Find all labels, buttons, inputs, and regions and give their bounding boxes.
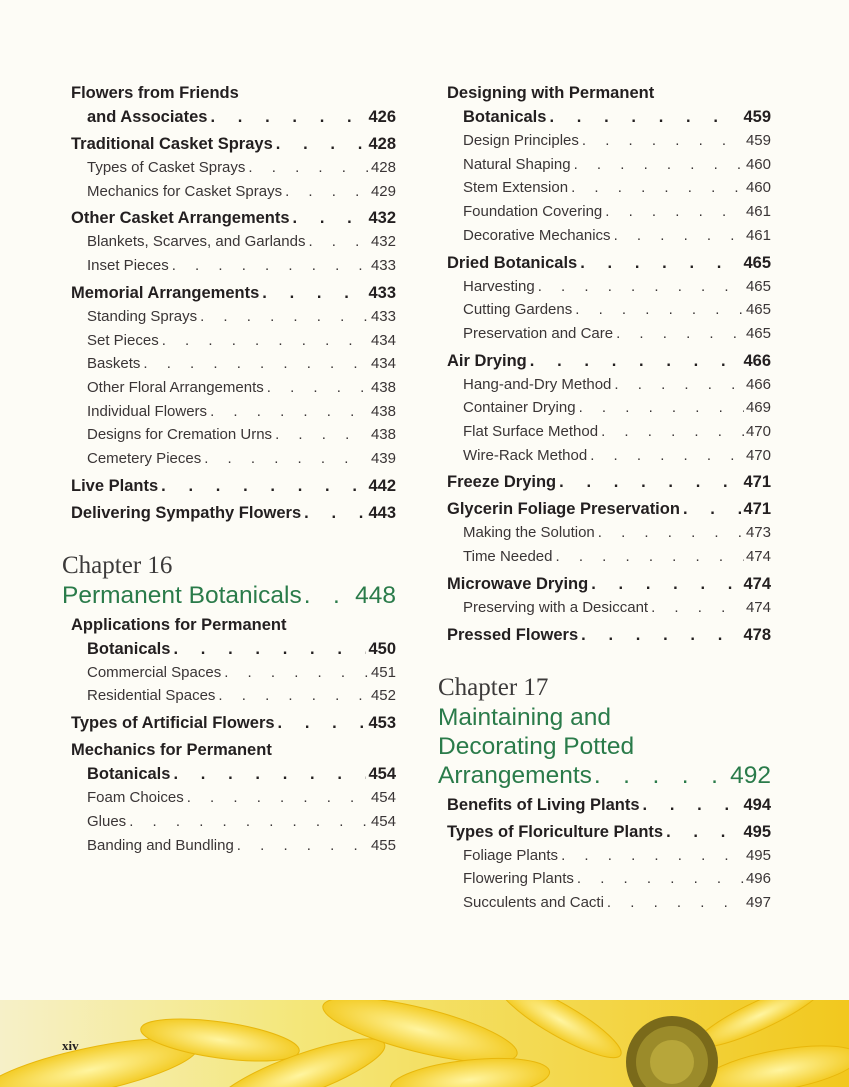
dot-leader [616,322,744,346]
toc-section [438,349,771,373]
toc-section [438,572,771,596]
dot-leader [591,572,741,596]
toc-subsection [438,844,771,868]
dot-leader [582,129,744,153]
toc-section [438,820,771,844]
dot-leader [607,891,744,915]
toc-section [62,132,396,156]
dot-leader [276,132,367,156]
toc-entry-title: Pressed Flowers [447,625,579,644]
toc-entry-page: 454 [368,765,396,784]
dot-leader [275,423,369,447]
toc-entry-title: Mechanics for Permanent [71,741,272,760]
toc-entry-title: Glycerin Foliage Preservation [447,500,680,519]
dot-leader [581,623,741,647]
toc-entry-page: 452 [370,687,396,705]
toc-section [438,497,771,521]
dot-leader [571,176,744,200]
toc-subsection [62,305,396,329]
toc-entry [62,105,396,129]
dot-leader [304,501,366,525]
dot-leader [538,275,744,299]
toc-entry-page: 433 [370,307,396,325]
toc-subsection [62,329,396,353]
toc-entry-page: 460 [745,155,771,173]
dot-leader [210,105,366,129]
toc-entry-title: Flat Surface Method [463,423,599,441]
chapter-label: Chapter 16 [62,551,173,579]
toc-entry-page: 438 [370,402,396,420]
toc-entry-title: Harvesting [463,277,535,295]
dot-leader [173,762,366,786]
toc-entry-title: Making the Solution [463,524,595,542]
toc-entry-page: 497 [745,893,771,911]
dot-leader [187,786,369,810]
toc-entry-title: Applications for Permanent [71,615,287,634]
chapter-title [62,581,396,610]
toc-entry-page: 443 [368,503,396,522]
toc-subsection [62,684,396,708]
toc-entry-title: and Associates [87,108,208,126]
toc-subsection [438,373,771,397]
toc-subsection [438,275,771,299]
dot-leader [561,844,744,868]
toc-entry-page: 474 [745,548,771,566]
dot-leader [549,105,741,129]
dot-leader [308,230,369,254]
toc-entry-page: 426 [368,108,396,126]
chapter-title-text: Permanent Botanicals [62,581,302,609]
toc-entry-page: 474 [743,574,771,593]
toc-section [62,281,396,305]
toc-section [62,206,396,230]
toc-entry-page: 473 [745,524,771,542]
dot-leader [204,447,369,471]
toc-entry-title: Preservation and Care [463,324,614,342]
dot-leader [162,329,369,353]
toc-entry-heading-line [62,613,396,637]
toc-entry-page: 453 [368,714,396,733]
toc-entry-title: Dried Botanicals [447,253,578,272]
toc-entry-title: Residential Spaces [87,687,216,705]
toc-entry-page: 454 [370,812,396,830]
toc-subsection [62,376,396,400]
toc-subsection [438,867,771,891]
toc-subsection [62,834,396,858]
yellow-flower-photo [0,1000,849,1087]
dot-leader [218,684,369,708]
dot-leader [651,596,744,620]
toc-entry-title: Baskets [87,355,141,373]
toc-entry-title: Decorative Mechanics [463,226,611,244]
toc-entry-page: 478 [743,625,771,644]
dot-leader [605,200,744,224]
toc-subsection [438,224,771,248]
toc-subsection [438,200,771,224]
dot-leader [590,444,744,468]
dot-leader [683,497,742,521]
toc-entry-page: 459 [743,108,771,126]
toc-entry-page: 454 [370,789,396,807]
toc-entry-title: Designing with Permanent [447,84,655,102]
toc-entry-page: 433 [370,257,396,275]
toc-entry-page: 466 [745,375,771,393]
toc-subsection [62,352,396,376]
chapter-page: 492 [730,761,771,789]
toc-entry-title: Commercial Spaces [87,663,222,681]
toc-entry-title: Time Needed [463,548,553,566]
chapter-title-line: Arrangements [438,761,592,789]
dot-leader [237,834,369,858]
toc-entry-title: Container Drying [463,399,576,417]
toc-entry-title: Designs for Cremation Urns [87,426,273,444]
toc-entry-page: 450 [368,639,396,658]
chapter-title-line: Decorating Potted [438,732,635,760]
dot-leader [143,352,369,376]
dot-leader [598,521,744,545]
dot-leader [161,474,366,498]
toc-entry [62,637,396,661]
toc-entry [438,105,771,129]
toc-entry-page: 465 [745,301,771,319]
dot-leader [304,581,355,610]
toc-subsection [438,545,771,569]
toc-section [62,501,396,525]
dot-leader [601,420,744,444]
toc-entry-title: Natural Shaping [463,155,571,173]
toc-entry-title: Foam Choices [87,789,184,807]
toc-entry-page: 428 [368,135,396,153]
toc-entry-title: Other Floral Arrangements [87,378,264,396]
toc-entry-title: Freeze Drying [447,473,557,492]
toc-subsection [62,156,396,180]
toc-section [62,711,396,735]
toc-entry-page: 466 [743,351,771,370]
toc-subsection [62,400,396,424]
toc-subsection [438,298,771,322]
toc-entry-page: 428 [370,159,396,176]
toc-subsection [62,661,396,685]
toc-entry-page: 470 [745,423,771,441]
toc-subsection [438,891,771,915]
toc-entry-title: Foliage Plants [463,846,559,864]
toc-entry-page: 461 [745,203,771,221]
toc-subsection [438,396,771,420]
toc-subsection [62,786,396,810]
toc-entry-title: Standing Sprays [87,307,198,325]
toc-entry-page: 460 [745,179,771,197]
dot-leader [267,376,369,400]
toc-entry-title: Glues [87,812,127,830]
toc-subsection [62,810,396,834]
toc-subsection [438,129,771,153]
toc-entry-page: 455 [370,836,396,854]
toc-entry-title: Individual Flowers [87,402,208,420]
toc-entry-title: Delivering Sympathy Flowers [71,503,302,522]
toc-subsection [62,423,396,447]
toc-entry-title: Botanicals [463,108,547,126]
toc-entry-page: 495 [743,822,771,841]
toc-entry-title: Air Drying [447,351,527,370]
toc-entry-title: Stem Extension [463,179,569,197]
dot-leader [285,180,369,204]
toc-entry-page: 465 [743,253,771,272]
toc-entry-title: Blankets, Scarves, and Garlands [87,233,306,251]
toc-subsection [438,322,771,346]
toc-subsection [62,180,396,204]
toc-entry-title: Botanicals [87,765,171,784]
dot-leader [210,400,369,424]
dot-leader [173,637,366,661]
toc-entry-page: 439 [370,450,396,468]
dot-leader [224,661,369,685]
toc-entry-title: Traditional Casket Sprays [71,135,273,153]
dot-leader [248,156,369,180]
toc-entry-heading-line [62,81,396,105]
toc-entry-title: Microwave Drying [447,574,589,593]
toc-entry-title: Types of Artificial Flowers [71,714,275,733]
toc-section [62,474,396,498]
toc-entry-page: 470 [745,446,771,464]
toc-entry-title: Cemetery Pieces [87,450,202,468]
toc-entry-title: Inset Pieces [87,257,169,275]
toc-entry-title: Cutting Gardens [463,301,573,319]
toc-entry-page: 474 [745,598,771,616]
toc-subsection [62,254,396,278]
toc-entry-title: Wire-Rack Method [463,446,588,464]
toc-entry-title: Banding and Bundling [87,836,234,854]
chapter-label: Chapter 17 [438,673,549,701]
toc-entry-page: 461 [745,226,771,244]
toc-entry-title: Design Principles [463,132,579,149]
toc-entry-title: Succulents and Cacti [463,893,604,911]
toc-section [438,470,771,494]
toc-subsection [62,447,396,471]
toc-entry-title: Foundation Covering [463,203,603,221]
toc-entry-page: 495 [745,846,771,864]
dot-leader [278,711,367,735]
toc-entry-page: 465 [745,277,771,295]
toc-entry-page: 429 [370,182,396,200]
dot-leader [129,810,369,834]
toc-entry [62,762,396,786]
toc-subsection [438,153,771,177]
toc-entry-page: 438 [370,378,396,396]
dot-leader [614,373,744,397]
dot-leader [594,761,730,790]
dot-leader [579,396,744,420]
toc-subsection [438,420,771,444]
toc-entry-title: Botanicals [87,639,171,658]
dot-leader [293,206,367,230]
toc-entry-heading-line [62,738,396,762]
toc-right-column [438,78,771,915]
toc-entry-title: Memorial Arrangements [71,283,260,302]
dot-leader [172,254,369,278]
toc-entry-title: Benefits of Living Plants [447,795,640,814]
toc-entry-page: 451 [370,663,396,681]
toc-entry-page: 434 [370,331,396,349]
toc-subsection [438,176,771,200]
chapter-page: 448 [355,581,396,609]
chapter-title-line: Maintaining and [438,703,611,731]
toc-entry-page: 494 [743,795,771,814]
toc-entry-title: Set Pieces [87,331,159,349]
toc-entry-title: Preserving with a Desiccant [463,598,649,616]
toc-entry-page: 471 [743,500,771,519]
toc-entry-title: Mechanics for Casket Sprays [87,182,283,200]
toc-subsection [438,596,771,620]
toc-entry-title: Types of Floriculture Plants [447,822,664,841]
toc-entry-page: 465 [745,324,771,342]
dot-leader [556,545,744,569]
toc-entry-title: Other Casket Arrangements [71,209,290,228]
toc-entry-title: Flowers from Friends [71,84,239,102]
toc-entry-page: 432 [368,209,396,228]
toc-entry-page: 434 [370,355,396,373]
toc-left-column [62,78,396,857]
toc-entry-title: Live Plants [71,476,159,495]
toc-entry-title: Flowering Plants [463,870,574,888]
toc-entry-page: 433 [368,283,396,302]
dot-leader [580,251,741,275]
dot-leader [262,281,366,305]
toc-section [438,793,771,817]
toc-section [438,623,771,647]
dot-leader [574,153,744,177]
dot-leader [575,298,744,322]
toc-subsection [438,521,771,545]
toc-entry-heading-line [438,81,771,105]
toc-entry-page: 438 [370,426,396,444]
toc-entry-page: 496 [745,870,771,888]
dot-leader [200,305,369,329]
dot-leader [643,793,742,817]
dot-leader [530,349,742,373]
page-number: xiv [62,1038,79,1053]
toc-entry-page: 459 [745,132,771,149]
toc-section [438,251,771,275]
toc-entry-page: 471 [743,473,771,492]
chapter-title [438,703,771,790]
dot-leader [577,867,744,891]
toc-subsection [62,230,396,254]
toc-entry-title: Hang-and-Dry Method [463,375,612,393]
toc-entry-page: 469 [745,399,771,417]
toc-entry-page: 432 [370,233,396,251]
dot-leader [559,470,741,494]
dot-leader [614,224,744,248]
toc-entry-page: 442 [368,476,396,495]
toc-entry-title: Types of Casket Sprays [87,159,246,176]
toc-subsection [438,444,771,468]
dot-leader [666,820,741,844]
